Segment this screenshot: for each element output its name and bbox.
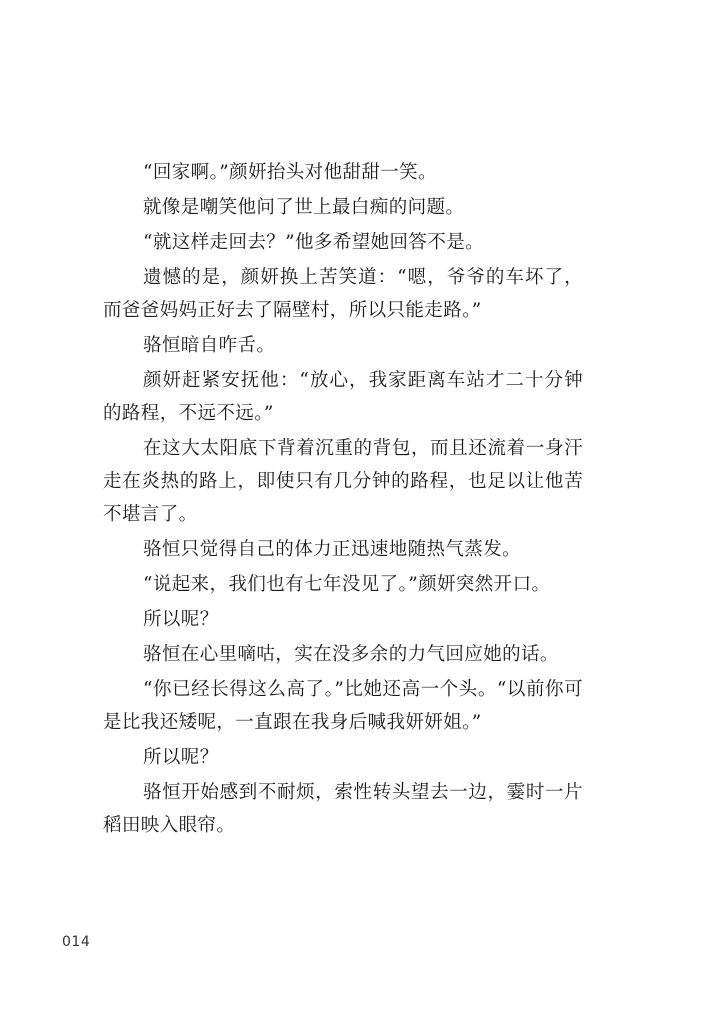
paragraph: 所以呢？ (143, 747, 219, 768)
paragraph: “说起来，我们也有七年没见了。”颜妍突然开口。 (143, 574, 551, 595)
paragraph: 遗憾的是，颜妍换上苦笑道：“嗯，爷爷的车坏了，而爸爸妈妈正好去了隔壁村，所以只能走路。” (103, 267, 583, 321)
paragraph: “回家啊。”颜妍抬头对他甜甜一笑。 (143, 162, 437, 183)
paragraph: “就这样走回去？”他多希望她回答不是。 (143, 232, 485, 253)
paragraph: 骆恒在心里嘀咕，实在没多余的力气回应她的话。 (143, 644, 559, 665)
paragraph: 颜妍赶紧安抚他：“放心，我家距离车站才二十分钟的路程，不远不远。” (103, 370, 583, 424)
paragraph: 所以呢？ (143, 609, 219, 630)
paragraph: 就像是嘲笑他问了世上最白痴的问题。 (143, 197, 465, 218)
paragraph: “你已经长得这么高了。”比她还高一个头。“以前你可是比我还矮呢，一直跟在我身后喊我妍妍姐。” (103, 679, 583, 733)
page-number: 014 (62, 934, 91, 950)
paragraph: 骆恒只觉得自己的体力正迅速地随热气蒸发。 (143, 539, 522, 560)
paragraph: 骆恒开始感到不耐烦，索性转头望去一边，霎时一片稻田映入眼帘。 (103, 782, 583, 836)
paragraph: 骆恒暗自咋舌。 (143, 335, 276, 356)
page-text (103, 156, 583, 844)
paragraph: 在这大太阳底下背着沉重的背包，而且还流着一身汗走在炎热的路上，即使只有几分钟的路程，也足以让他苦不堪言了。 (103, 438, 583, 525)
